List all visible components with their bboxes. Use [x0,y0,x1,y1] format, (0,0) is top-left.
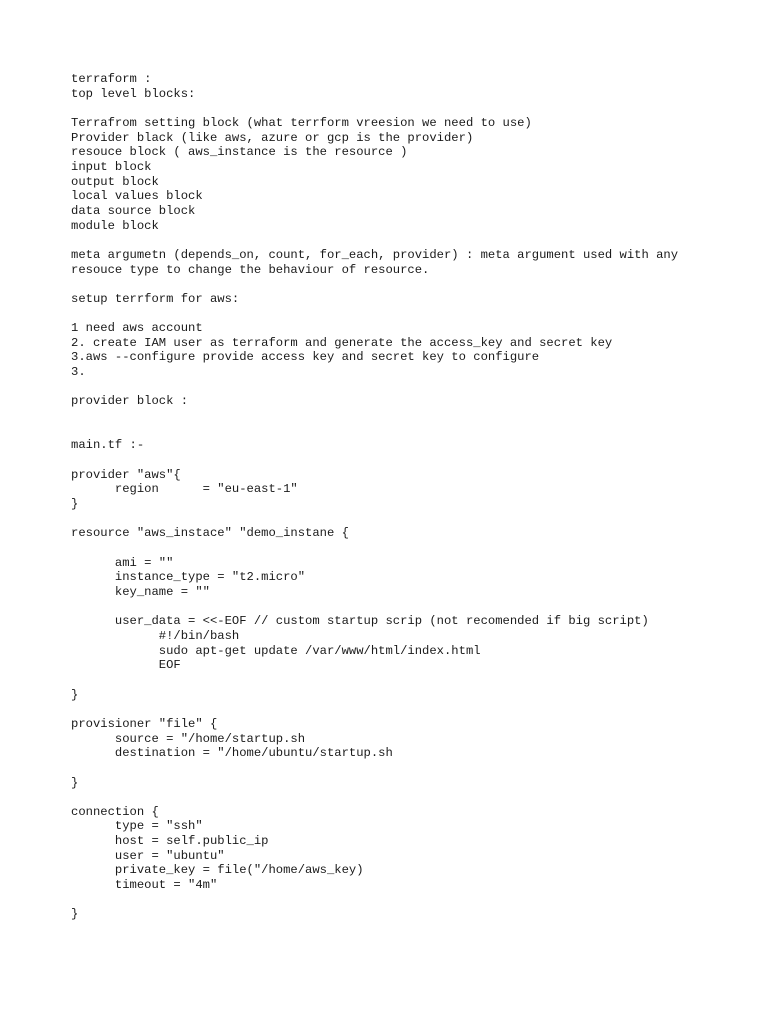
document-text: terraform : top level blocks: Terrafrom setting block (what terrform vreesion we need to use) Provider black (like aws, azure or gcp is the provider) resouce block ( aws_instance is the resource ) input block output block local values block data source block module block meta argumetn (depends_on, count, for_each, provider) : meta argument used with any resouce type to change the behaviour of resource. setup terrform for aws: 1 need aws account 2. create IAM user as terraform and generate the access_key and secret key 3.aws --configure provide access key and secret key to configure 3. provider block : main.tf :- provider "aws"{ region = "eu-east-1" } resource "aws_instace" "demo_instane { ami = "" instance_type = "t2.micro" key_name = "" user_data = <<-EOF // custom startup scrip (not recomended if big script) #!/bin/bash sudo apt-get update /var/www/html/index.html EOF } provisioner "file" { source = "/home/startup.sh destination = "/home/ubuntu/startup.sh } connection { type = "ssh" host = self.public_ip user = "ubuntu" private_key = file("/home/aws_key) timeout = "4m" } [71,72,679,922]
document-page [71,72,748,922]
